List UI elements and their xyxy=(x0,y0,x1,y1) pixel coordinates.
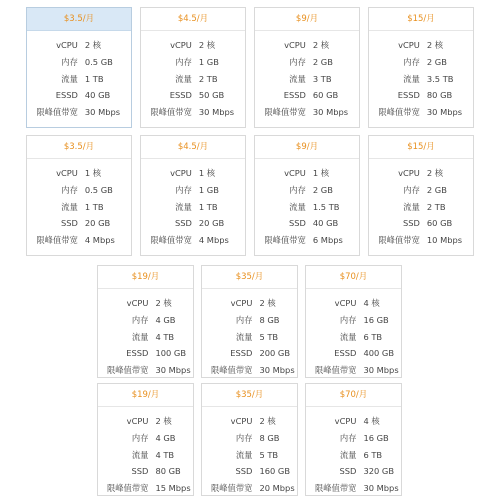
spec-label: 限峰值带宽 xyxy=(150,107,192,118)
spec-value: 0.5 GB xyxy=(84,184,113,195)
spec-row xyxy=(369,87,473,104)
plan-specs xyxy=(369,31,473,121)
spec-label: SSD xyxy=(339,466,357,477)
spec-row xyxy=(27,104,131,121)
spec-row xyxy=(255,37,359,54)
spec-row xyxy=(306,329,401,346)
spec-row xyxy=(306,295,401,312)
spec-value: 0.5 GB xyxy=(84,56,113,67)
spec-value: 40 GB xyxy=(84,90,111,101)
spec-row xyxy=(141,37,245,54)
spec-label: SSD xyxy=(288,218,306,229)
spec-row xyxy=(369,182,473,199)
spec-row xyxy=(27,71,131,88)
spec-value: 2 核 xyxy=(259,416,276,426)
spec-label: SSD xyxy=(60,218,78,229)
spec-row xyxy=(369,232,473,249)
spec-label: 内存 xyxy=(289,184,306,195)
spec-value: 2 GB xyxy=(426,184,447,195)
spec-label: vCPU xyxy=(56,40,78,50)
spec-label: 流量 xyxy=(131,331,149,342)
spec-value: 5 TB xyxy=(259,449,279,460)
spec-value: 4 Mbps xyxy=(198,235,229,246)
spec-row xyxy=(306,345,401,362)
plan-card[interactable] xyxy=(254,135,360,256)
spec-label: vCPU xyxy=(284,40,306,50)
spec-row xyxy=(255,199,359,216)
spec-row xyxy=(141,199,245,216)
spec-value: 16 GB xyxy=(363,432,389,443)
spec-label: ESSD xyxy=(397,90,420,101)
spec-label: SSD xyxy=(174,218,192,229)
spec-value: 2 核 xyxy=(426,40,444,50)
spec-label: 内存 xyxy=(403,184,420,195)
spec-value: 30 Mbps xyxy=(259,365,295,376)
spec-value: 2 GB xyxy=(312,56,333,67)
spec-row xyxy=(98,329,193,346)
plan-price: $70/月 xyxy=(306,266,401,289)
spec-label: 限峰值带宽 xyxy=(314,483,357,494)
spec-label: 流量 xyxy=(175,73,192,84)
spec-row xyxy=(255,165,359,182)
spec-row xyxy=(98,312,193,329)
plan-price: $15/月 xyxy=(369,8,473,31)
plan-card[interactable] xyxy=(201,265,298,378)
spec-row xyxy=(141,87,245,104)
spec-row xyxy=(141,182,245,199)
plan-price: $70/月 xyxy=(306,384,401,407)
plan-price: $4.5/月 xyxy=(141,136,245,159)
spec-label: ESSD xyxy=(169,90,192,101)
spec-value: 1 核 xyxy=(312,168,330,178)
spec-row xyxy=(202,480,297,497)
plan-specs xyxy=(98,289,193,379)
spec-label: 内存 xyxy=(131,432,149,443)
spec-label: 流量 xyxy=(235,449,253,460)
plan-specs xyxy=(369,159,473,249)
spec-row xyxy=(98,295,193,312)
spec-label: ESSD xyxy=(55,90,78,101)
spec-value: 10 Mbps xyxy=(426,235,463,246)
spec-label: ESSD xyxy=(283,90,306,101)
spec-value: 2 核 xyxy=(259,298,276,308)
spec-label: 内存 xyxy=(61,184,78,195)
spec-value: 6 TB xyxy=(363,449,383,460)
spec-row xyxy=(141,54,245,71)
plan-specs xyxy=(98,407,193,497)
spec-label: 限峰值带宽 xyxy=(36,235,78,246)
spec-label: SSD xyxy=(402,218,420,229)
spec-value: 20 GB xyxy=(198,218,225,229)
plan-card[interactable] xyxy=(26,7,132,128)
spec-label: 流量 xyxy=(131,449,149,460)
plan-specs xyxy=(27,159,131,249)
spec-value: 30 Mbps xyxy=(198,107,235,118)
spec-value: 4 GB xyxy=(155,314,176,325)
spec-label: 内存 xyxy=(403,56,420,67)
spec-row xyxy=(255,232,359,249)
spec-value: 2 GB xyxy=(426,56,447,67)
spec-label: 流量 xyxy=(339,331,357,342)
spec-value: 30 Mbps xyxy=(155,365,191,376)
spec-value: 320 GB xyxy=(363,466,395,477)
spec-value: 2 TB xyxy=(198,73,218,84)
spec-row xyxy=(202,312,297,329)
spec-label: vCPU xyxy=(126,298,149,308)
spec-label: vCPU xyxy=(56,168,78,178)
spec-value: 8 GB xyxy=(259,314,280,325)
spec-label: 流量 xyxy=(175,201,192,212)
spec-row xyxy=(306,463,401,480)
spec-value: 4 核 xyxy=(363,416,380,426)
spec-value: 4 TB xyxy=(155,449,175,460)
spec-row xyxy=(369,71,473,88)
spec-row xyxy=(255,104,359,121)
spec-row xyxy=(255,215,359,232)
plan-price: $35/月 xyxy=(202,384,297,407)
spec-label: vCPU xyxy=(398,40,420,50)
spec-row xyxy=(98,447,193,464)
spec-row xyxy=(306,447,401,464)
spec-row xyxy=(202,430,297,447)
spec-row xyxy=(202,463,297,480)
spec-value: 2 TB xyxy=(426,201,446,212)
spec-row xyxy=(141,165,245,182)
spec-row xyxy=(306,312,401,329)
spec-row xyxy=(141,71,245,88)
spec-value: 8 GB xyxy=(259,432,280,443)
spec-value: 60 GB xyxy=(426,218,453,229)
plan-price: $15/月 xyxy=(369,136,473,159)
spec-row xyxy=(98,430,193,447)
spec-value: 4 核 xyxy=(363,298,380,308)
spec-row xyxy=(27,215,131,232)
spec-row xyxy=(98,362,193,379)
spec-value: 30 Mbps xyxy=(363,483,399,494)
plan-price: $9/月 xyxy=(255,136,359,159)
spec-row xyxy=(27,37,131,54)
spec-label: 内存 xyxy=(235,432,253,443)
spec-value: 80 GB xyxy=(426,90,453,101)
spec-row xyxy=(369,104,473,121)
spec-row xyxy=(98,463,193,480)
plan-card[interactable] xyxy=(140,7,246,128)
spec-row xyxy=(141,232,245,249)
plan-price: $19/月 xyxy=(98,266,193,289)
spec-label: vCPU xyxy=(334,416,357,426)
spec-label: 限峰值带宽 xyxy=(378,235,420,246)
plan-card[interactable] xyxy=(26,135,132,256)
spec-value: 160 GB xyxy=(259,466,291,477)
plan-card[interactable] xyxy=(140,135,246,256)
plan-specs xyxy=(306,289,401,379)
spec-row xyxy=(202,345,297,362)
spec-value: 3.5 TB xyxy=(426,73,454,84)
spec-row xyxy=(255,87,359,104)
spec-row xyxy=(369,165,473,182)
spec-row xyxy=(98,345,193,362)
spec-value: 4 Mbps xyxy=(84,235,115,246)
spec-value: 30 Mbps xyxy=(84,107,121,118)
spec-value: 6 Mbps xyxy=(312,235,343,246)
spec-value: 3 TB xyxy=(312,73,332,84)
spec-row xyxy=(369,37,473,54)
spec-label: 流量 xyxy=(289,73,306,84)
spec-row xyxy=(98,480,193,497)
spec-value: 30 Mbps xyxy=(363,365,399,376)
plan-card[interactable] xyxy=(254,7,360,128)
spec-value: 400 GB xyxy=(363,348,395,359)
spec-row xyxy=(306,413,401,430)
spec-label: 限峰值带宽 xyxy=(264,235,306,246)
plan-card[interactable] xyxy=(201,383,298,496)
spec-row xyxy=(369,199,473,216)
spec-label: 内存 xyxy=(235,314,253,325)
spec-value: 40 GB xyxy=(312,218,339,229)
spec-row xyxy=(255,182,359,199)
spec-label: ESSD xyxy=(334,348,357,359)
spec-row xyxy=(27,232,131,249)
plan-price: $35/月 xyxy=(202,266,297,289)
spec-row xyxy=(202,329,297,346)
spec-row xyxy=(202,362,297,379)
spec-label: 限峰值带宽 xyxy=(264,107,306,118)
spec-label: 内存 xyxy=(175,184,192,195)
spec-value: 200 GB xyxy=(259,348,291,359)
spec-label: 流量 xyxy=(403,201,420,212)
spec-label: 限峰值带宽 xyxy=(106,365,149,376)
spec-row xyxy=(141,104,245,121)
spec-label: 内存 xyxy=(339,432,357,443)
spec-value: 50 GB xyxy=(198,90,225,101)
spec-label: 流量 xyxy=(403,73,420,84)
spec-label: 内存 xyxy=(131,314,149,325)
spec-row xyxy=(27,182,131,199)
spec-value: 6 TB xyxy=(363,331,383,342)
plan-price: $3.5/月 xyxy=(27,8,131,31)
spec-value: 30 Mbps xyxy=(312,107,349,118)
spec-value: 2 核 xyxy=(198,40,216,50)
spec-label: 限峰值带宽 xyxy=(150,235,192,246)
plan-specs xyxy=(141,159,245,249)
spec-label: 限峰值带宽 xyxy=(106,483,149,494)
spec-value: 60 GB xyxy=(312,90,339,101)
plan-card[interactable] xyxy=(97,265,194,378)
spec-value: 16 GB xyxy=(363,314,389,325)
plan-specs xyxy=(255,31,359,121)
plan-card[interactable] xyxy=(305,265,402,378)
spec-value: 20 GB xyxy=(84,218,111,229)
spec-row xyxy=(202,295,297,312)
spec-label: 内存 xyxy=(289,56,306,67)
spec-row xyxy=(306,362,401,379)
spec-row xyxy=(369,215,473,232)
spec-label: vCPU xyxy=(170,40,192,50)
spec-value: 100 GB xyxy=(155,348,187,359)
spec-label: 内存 xyxy=(339,314,357,325)
spec-row xyxy=(306,430,401,447)
spec-label: vCPU xyxy=(230,298,253,308)
plan-price: $19/月 xyxy=(98,384,193,407)
plan-price: $9/月 xyxy=(255,8,359,31)
spec-label: SSD xyxy=(131,466,149,477)
plan-card[interactable] xyxy=(368,135,474,256)
plan-specs xyxy=(255,159,359,249)
spec-row xyxy=(98,413,193,430)
spec-value: 1 核 xyxy=(198,168,216,178)
spec-row xyxy=(202,413,297,430)
spec-row xyxy=(27,165,131,182)
spec-label: 内存 xyxy=(61,56,78,67)
spec-label: 流量 xyxy=(61,73,78,84)
plan-price: $3.5/月 xyxy=(27,136,131,159)
spec-label: vCPU xyxy=(284,168,306,178)
spec-label: vCPU xyxy=(398,168,420,178)
spec-row xyxy=(255,54,359,71)
plan-card[interactable] xyxy=(97,383,194,496)
spec-label: 流量 xyxy=(289,201,306,212)
plan-price: $4.5/月 xyxy=(141,8,245,31)
spec-row xyxy=(202,447,297,464)
spec-value: 1 TB xyxy=(84,73,104,84)
spec-value: 4 TB xyxy=(155,331,175,342)
spec-row xyxy=(27,54,131,71)
spec-value: 30 Mbps xyxy=(426,107,463,118)
plan-specs xyxy=(141,31,245,121)
spec-value: 4 GB xyxy=(155,432,176,443)
spec-label: vCPU xyxy=(170,168,192,178)
spec-label: 限峰值带宽 xyxy=(210,483,253,494)
spec-value: 1 GB xyxy=(198,184,219,195)
spec-value: 1.5 TB xyxy=(312,201,340,212)
spec-row xyxy=(27,87,131,104)
spec-label: 流量 xyxy=(61,201,78,212)
spec-value: 2 核 xyxy=(155,298,172,308)
spec-value: 2 核 xyxy=(312,40,330,50)
spec-value: 5 TB xyxy=(259,331,279,342)
plan-specs xyxy=(306,407,401,497)
spec-label: vCPU xyxy=(334,298,357,308)
spec-row xyxy=(141,215,245,232)
spec-row xyxy=(306,480,401,497)
plan-specs xyxy=(202,289,297,379)
plan-card[interactable] xyxy=(368,7,474,128)
spec-value: 1 TB xyxy=(198,201,218,212)
spec-value: 1 TB xyxy=(84,201,104,212)
plan-specs xyxy=(27,31,131,121)
spec-row xyxy=(255,71,359,88)
spec-label: vCPU xyxy=(126,416,149,426)
spec-label: SSD xyxy=(235,466,253,477)
spec-value: 2 核 xyxy=(155,416,172,426)
spec-row xyxy=(27,199,131,216)
spec-label: 流量 xyxy=(235,331,253,342)
spec-label: ESSD xyxy=(230,348,253,359)
spec-value: 15 Mbps xyxy=(155,483,191,494)
spec-label: 限峰值带宽 xyxy=(314,365,357,376)
spec-value: 2 核 xyxy=(426,168,444,178)
spec-value: 1 核 xyxy=(84,168,102,178)
spec-value: 2 核 xyxy=(84,40,102,50)
spec-label: vCPU xyxy=(230,416,253,426)
spec-label: 限峰值带宽 xyxy=(378,107,420,118)
spec-row xyxy=(369,54,473,71)
spec-value: 2 GB xyxy=(312,184,333,195)
plan-card[interactable] xyxy=(305,383,402,496)
spec-label: 流量 xyxy=(339,449,357,460)
spec-label: 内存 xyxy=(175,56,192,67)
plan-specs xyxy=(202,407,297,497)
spec-label: ESSD xyxy=(126,348,149,359)
spec-value: 80 GB xyxy=(155,466,181,477)
spec-value: 1 GB xyxy=(198,56,219,67)
spec-value: 20 Mbps xyxy=(259,483,295,494)
spec-label: 限峰值带宽 xyxy=(210,365,253,376)
spec-label: 限峰值带宽 xyxy=(36,107,78,118)
